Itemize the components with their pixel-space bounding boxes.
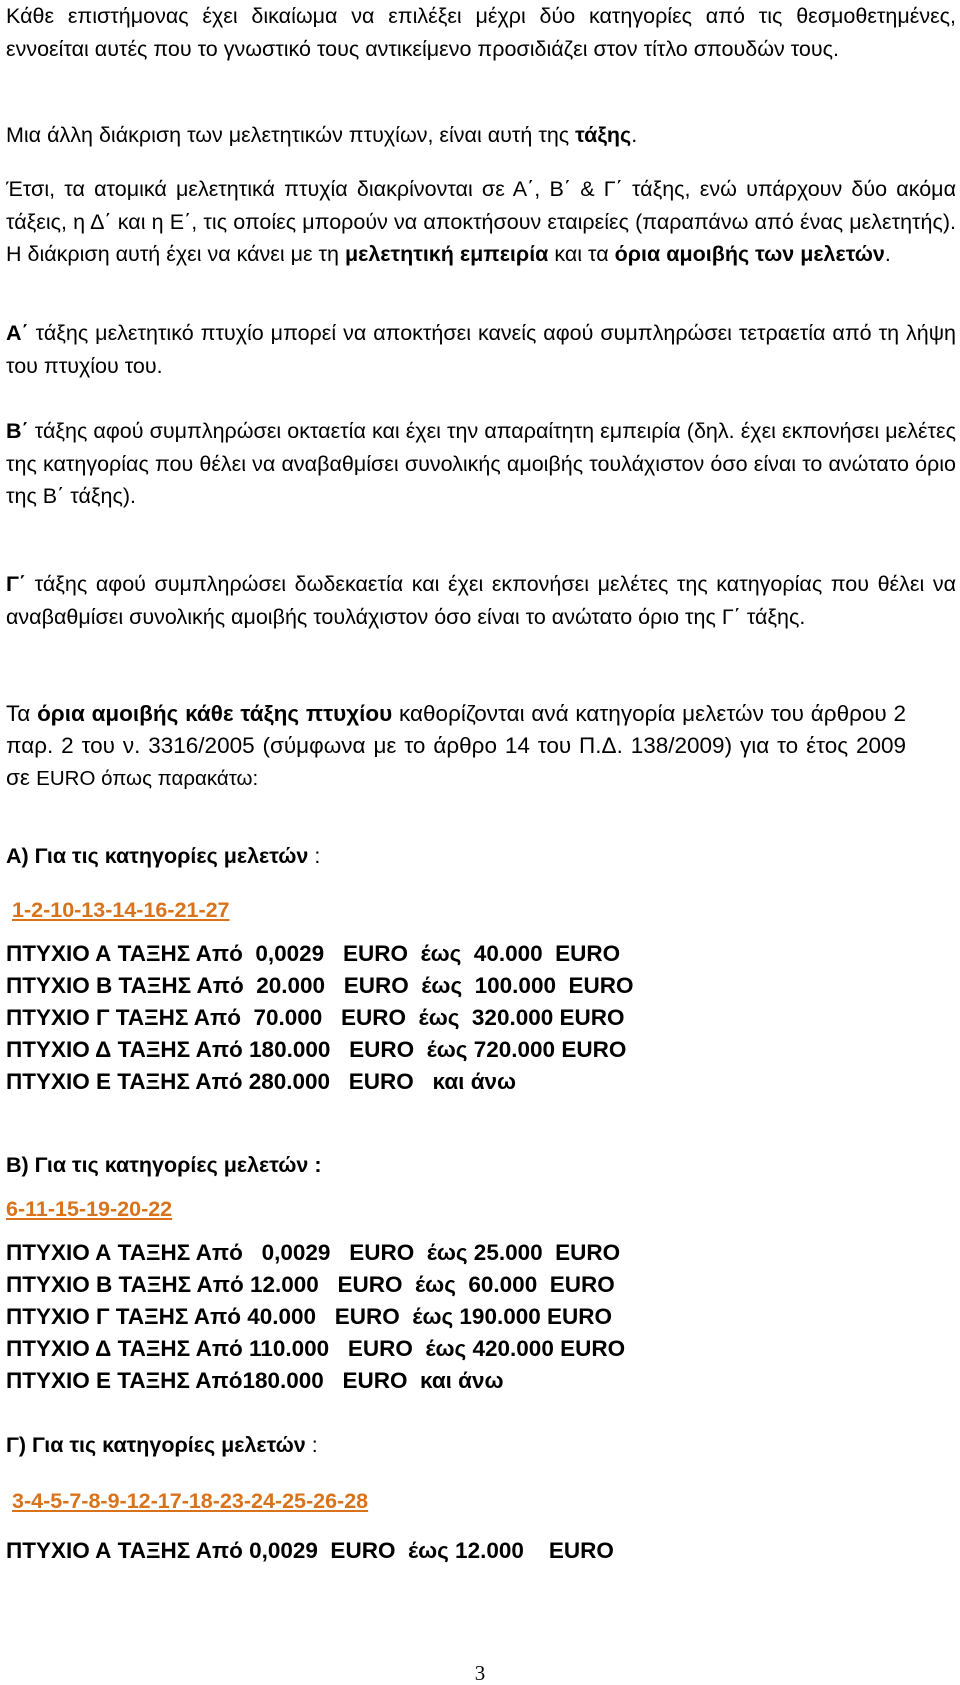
section-heading-text: Α) Για τις κατηγορίες μελετών xyxy=(6,844,309,868)
section-heading xyxy=(6,1431,614,1459)
fee-row: ΠΤΥΧΙΟ Γ ΤΑΞΗΣ Από 70.000 EURO έως 320.000 EURO xyxy=(6,1005,625,1030)
category-codes-link[interactable]: 1-2-10-13-14-16-21-27 xyxy=(12,898,230,922)
section-heading xyxy=(6,1151,625,1179)
text: καθορίζονται ανά κατηγορία μελετών του άρθρου 2 παρ. 2 του ν. 3316/2005 (σύμφωνα με το άρθρο 14 του Π.Δ. 138/2009) για το έτος 2009 σε xyxy=(6,701,906,790)
fee-row: ΠΤΥΧΙΟ Α ΤΑΞΗΣ Από 0,0029 EURO έως 40.000 EURO xyxy=(6,941,621,966)
bold-term-fee-limits: όρια αμοιβής των μελετών xyxy=(614,242,885,266)
page-number: 3 xyxy=(474,1661,486,1685)
text: . xyxy=(884,242,891,266)
bold-term-experience: μελετητική εμπειρία xyxy=(344,242,549,266)
section-heading-colon: : xyxy=(305,1433,318,1457)
category-codes-link[interactable]: 6-11-15-19-20-22 xyxy=(6,1197,173,1221)
fee-rows xyxy=(6,1237,625,1397)
paragraph-class-distinction xyxy=(6,119,637,152)
fee-row: ΠΤΥΧΙΟ Ε ΤΑΞΗΣ Από180.000 EURO και άνω xyxy=(6,1368,504,1393)
paragraph-class-c xyxy=(6,568,956,633)
text: Μια άλλη διάκριση των μελετητικών πτυχίων, είναι αυτή της xyxy=(6,123,576,147)
category-codes-link[interactable]: 3-4-5-7-8-9-12-17-18-23-24-25-26-28 xyxy=(12,1489,369,1513)
text: EURO όπως παρακάτω: xyxy=(36,767,259,790)
paragraph-intro: Κάθε επιστήμονας έχει δικαίωμα να επιλέξει μέχρι δύο κατηγορίες από τις θεσμοθετημένες, εννοείται αυτές που το γνωστικό τους αντικείμενο προσιδιάζει στον τίτλο σπουδών τους. xyxy=(6,4,956,61)
fee-row: ΠΤΥΧΙΟ Α ΤΑΞΗΣ Από 0,0029 EURO έως 25.000 EURO xyxy=(6,1240,621,1265)
paragraph-class-levels xyxy=(6,173,956,271)
bold-term-limits: όρια αμοιβής κάθε τάξης πτυχίου xyxy=(37,701,393,726)
fee-row: ΠΤΥΧΙΟ Γ ΤΑΞΗΣ Από 40.000 EURO έως 190.000 EURO xyxy=(6,1304,613,1329)
paragraph-class-a xyxy=(6,317,956,382)
section-heading xyxy=(6,842,633,870)
fee-row: ΠΤΥΧΙΟ Ε ΤΑΞΗΣ Από 280.000 EURO και άνω xyxy=(6,1069,517,1094)
fee-rows xyxy=(6,1535,614,1567)
text: τάξης μελετητικό πτυχίο μπορεί να αποκτήσει κανείς αφού συμπληρώσει τετραετία από τη λήψη του πτυχίου του. xyxy=(6,321,956,378)
fee-row: ΠΤΥΧΙΟ Β ΤΑΞΗΣ Από 12.000 EURO έως 60.000 EURO xyxy=(6,1272,615,1297)
fee-row: ΠΤΥΧΙΟ Δ ΤΑΞΗΣ Από 180.000 EURO έως 720.000 EURO xyxy=(6,1037,627,1062)
class-label-c: Γ΄ xyxy=(6,572,27,596)
paragraph-class-b xyxy=(6,415,956,513)
bold-term-class: τάξης xyxy=(575,123,632,147)
text: τάξης αφού συμπληρώσει οκταετία και έχει την απαραίτητη εμπειρία (δηλ. έχει εκπονήσει μελέτες της κατηγορίας που θέλει να αναβαθμίσει συνολικής αμοιβής τουλάχιστον όσο είναι το ανώτατο όριο της Β΄ τάξης). xyxy=(6,419,956,508)
class-label-b: Β΄ xyxy=(6,419,29,443)
section-c xyxy=(6,1431,614,1567)
section-heading-text: Γ) Για τις κατηγορίες μελετών xyxy=(6,1433,306,1457)
section-b xyxy=(6,1151,625,1397)
text: . xyxy=(631,123,638,147)
fee-row: ΠΤΥΧΙΟ Α ΤΑΞΗΣ Από 0,0029 EURO έως 12.000 EURO xyxy=(6,1538,614,1563)
section-heading-colon: : xyxy=(308,844,321,868)
section-heading-text: Β) Για τις κατηγορίες μελετών : xyxy=(6,1153,322,1177)
section-a xyxy=(6,842,633,1098)
fee-row: ΠΤΥΧΙΟ Β ΤΑΞΗΣ Από 20.000 EURO έως 100.000 EURO xyxy=(6,973,634,998)
fee-rows xyxy=(6,938,633,1098)
text: τάξης αφού συμπληρώσει δωδεκαετία και έχει εκπονήσει μελέτες της κατηγορίας που θέλει να αναβαθμίσει συνολικής αμοιβής τουλάχιστον όσο είναι το ανώτατο όριο της Γ΄ τάξης. xyxy=(6,572,956,629)
fee-row: ΠΤΥΧΙΟ Δ ΤΑΞΗΣ Από 110.000 EURO έως 420.000 EURO xyxy=(6,1336,626,1361)
text: Έτσι, τα ατομικά μελετητικά πτυχία διακρίνονται σε Α΄, Β΄ & Γ΄ τάξης, ενώ υπάρχουν δύο ακόμα τάξεις, η Δ΄ και η Ε΄, τις οποίες μπορούν να αποκτήσουν εταιρείες (παραπάνω από ένας μελετητής). Η διάκριση αυτή έχει να κάνει με τη xyxy=(6,177,956,266)
text: και τα xyxy=(548,242,615,266)
class-label-a: Α΄ xyxy=(6,321,29,345)
text: Τα xyxy=(6,701,38,726)
paragraph-fee-limits xyxy=(6,698,906,795)
